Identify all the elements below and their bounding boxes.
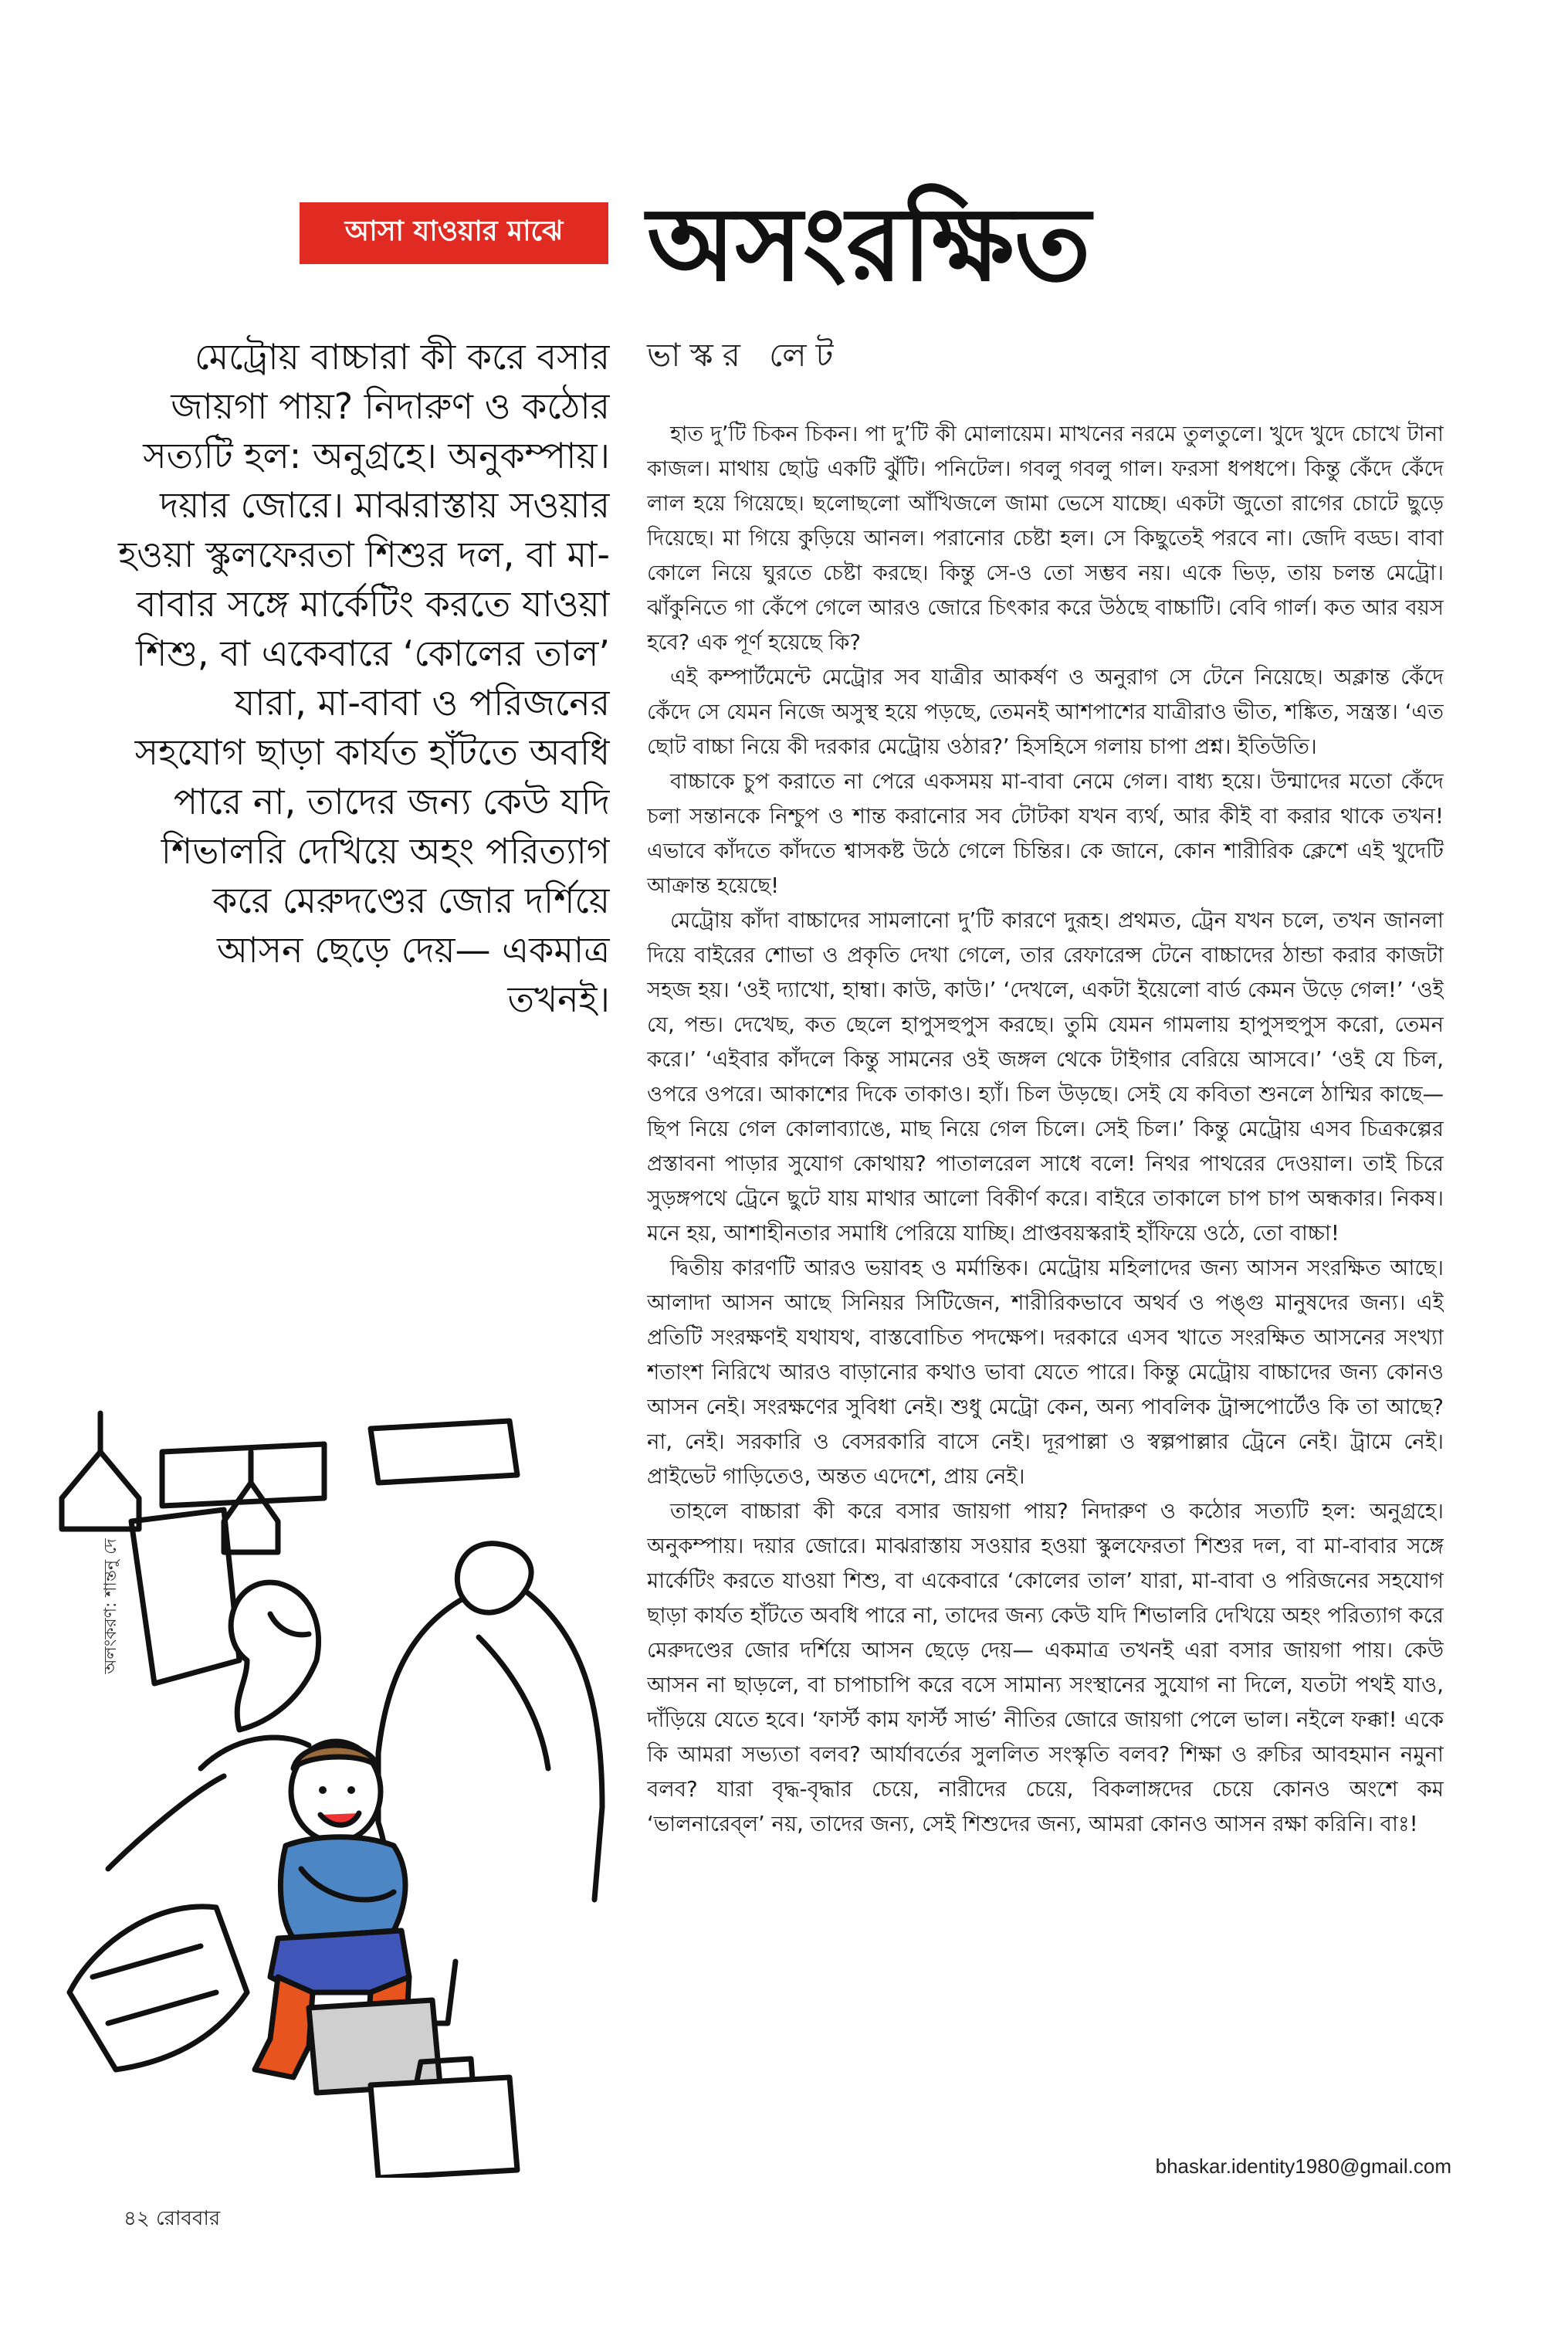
grab-handle-left [62, 1413, 139, 1529]
body-paragraph: মেট্রোয় কাঁদা বাচ্চাদের সামলানো দু’টি কারণে দুরূহ। প্রথমত, ট্রেন যখন চলে, তখন জানলা দিয়ে বাইরের শোভা ও প্রকৃতি দেখা গেলে, তার রেফারেন্স টেনে বাচ্চাদের ঠান্ডা করার কাজটা সহজ হয়। ‘ওই দ্যাখো, হাম্বা। কাউ, কাউ।’ ‘দেখলে, একটা ইয়েলো বার্ড কেমন উড়ে গেল!’ ‘ওই যে, পন্ড। দেখেছ, কত ছেলে হাপুসহুপুস করছে। তুমি যেমন গামলায় হাপুসহুপুস করো, তেমন করে।’ ‘এইবার কাঁদলে কিন্তু সামনের ওই জঙ্গল থেকে টাইগার বেরিয়ে আসবে।’ ‘ওই যে চিল, ওপরে ওপরে। আকাশের দিকে তাকাও। হ্যাঁ। চিল উড়ছে। সেই যে কবিতা শুনলে ঠাম্মির কাছে— ছিপ নিয়ে গেল কোলাব্যাঙে, মাছ নিয়ে গেল চিলে। সেই চিল।’ কিন্তু মেট্রোয় এসব চিত্রকল্পের প্রস্তাবনা পাড়ার সুযোগ কোথায়? পাতালরেল সাধে বলে! নিথর পাথরের দেওয়াল। তাই চিরে সুড়ঙ্গপথে ট্রেনে ছুটে যায় মাথার আলো বিকীর্ণ করে। বাইরে তাকালে চাপ চাপ অন্ধকার। নিকষ। মনে হয়, আশাহীনতার সমাধি পেরিয়ে যাচ্ছি। প্রাপ্তবয়স্করাই হাঁফিয়ে ওঠে, তো বাচ্চা! [647, 908, 1444, 1246]
illustration-credit: অলংকরণ: শান্তনু দে [101, 1538, 120, 1674]
bench [69, 1907, 247, 2070]
child-seat [309, 2000, 440, 2093]
body-paragraph: বাচ্চাকে চুপ করাতে না পেরে একসময় মা-বাবা নেমে গেল। বাধ্য হয়ে। উন্মাদের মতো কেঁদে চলা সন্তানকে নিশ্চুপ ও শান্ত করানোর সব টোটকা যখন ব্যর্থ, আর কীই বা করার থাকে তখন! এভাবে কাঁদতে কাঁদতে শ্বাসকষ্ট উঠে গেলে চিন্তির। কে জানে, কোন শারীরিক ক্লেশে এই খুদেটি আক্রান্ত হয়েছে! [647, 769, 1444, 898]
mother-figure [108, 1582, 319, 1869]
seat-back-top [371, 1421, 517, 1483]
article-title: অসংরক্ষিত [647, 185, 1091, 304]
father-figure [378, 1544, 602, 2023]
body-paragraph: হাত দু’টি চিকন চিকন। পা দু’টি কী মোলায়েম। মাখনের নরমে তুলতুলে। খুদে খুদে চোখে টানা কাজল। মাথায় ছোট্ট একটি ঝুঁটি। পনিটেল। গবলু গবলু গাল। ফরসা ধপধপে। কিন্তু কেঁদে কেঁদে লাল হয়ে গিয়েছে। ছলোছলো আঁখিজলে জামা ভেসে যাচ্ছে। একটা জুতো রাগের চোটে ছুড়ে দিয়েছে। মা গিয়ে কুড়িয়ে আনল। পরানোর চেষ্টা হল। সে কিছুতেই পরবে না। জেদি বড্ড। বাবা কোলে নিয়ে ঘুরতে চেষ্টা করছে। কিন্তু সে-ও তো সম্ভব নয়। একে ভিড়, তায় চলন্ত মেট্রো। ঝাঁকুনিতে গা কেঁপে গেলে আরও জোরে চিৎকার করে উঠছে বাচ্চাটি। বেবি গার্ল। কত আর বয়স হবে? এক পূর্ণ হয়েছে কি? [647, 422, 1444, 655]
section-tag: আসা যাওয়ার মাঝে [300, 202, 608, 264]
article-body [647, 417, 1444, 2139]
author-email: bhaskar.identity1980@gmail.com [1155, 2155, 1451, 2178]
body-paragraph: তাহলে বাচ্চারা কী করে বসার জায়গা পায়? নিদারুণ ও কঠোর সত্যটি হল: অনুগ্রহে। অনুকম্পায়। দয়ার জোরে। মাঝরাস্তায় সওয়ার হওয়া স্কুলফেরতা শিশুর দল, বা মা-বাবার সঙ্গে মার্কেটিং করতে যাওয়া শিশু, বা একেবারে ‘কোলের তাল’ যারা, মা-বাবা ও পরিজনের সহযোগ ছাড়া কার্যত হাঁটতে অবধি পারে না, তাদের জন্য কেউ যদি শিভালরি দেখিয়ে অহং পরিত্যাগ করে মেরুদণ্ডের জোর দর্শিয়ে আসন ছেড়ে দেয়— একমাত্র তখনই এরা বসার জায়গা পায়। কেউ আসন না ছাড়লে, বা চাপাচাপি করে বসে সামান্য সংস্থানের সুযোগ না দিলে, যতটা পথই যাও, দাঁড়িয়ে যেতে হবে। ‘ফার্স্ট কাম ফার্স্ট সার্ভ’ নীতির জোরে জায়গা পেলে ভাল। নইলে ফক্কা! একে কি আমরা সভ্যতা বলব? আর্যাবর্তের সুললিত সংস্কৃতি বলব? শিক্ষা ও রুচির আবহমান নমুনা বলব? যারা বৃদ্ধ-বৃদ্ধার চেয়ে, নারীদের চেয়ে, বিকলাঙ্গদের চেয়ে কোনও অংশে কম ‘ভালনারেব্‌ল’ নয়, তাদের জন্য, সেই শিশুদের জন্য, আমরা কোনও আসন রক্ষা করিনি। বাঃ! [647, 1499, 1444, 1836]
page-folio: ৪২ রোববার [124, 2207, 221, 2230]
byline: ভাস্কর লেট [647, 336, 843, 374]
metro-illustration [46, 1405, 633, 2178]
pull-quote: মেট্রোয় বাচ্চারা কী করে বসার জায়গা পায়? নিদারুণ ও কঠোর সত্যটি হল: অনুগ্রহে। অনুকম্পায়। দয়ার জোরে। মাঝরাস্তায় সওয়ার হওয়া স্কুলফেরতা শিশুর দল, বা মা-বাবার সঙ্গে মার্কেটিং করতে যাওয়া শিশু, বা একেবারে ‘কোলের তাল’ যারা, মা-বাবা ও পরিজনের সহযোগ ছাড়া কার্যত হাঁটতে অবধি পারে না, তাদের জন্য কেউ যদি শিভালরি দেখিয়ে অহং পরিত্যাগ করে মেরুদণ্ডের জোর দর্শিয়ে আসন ছেড়ে দেয়— একমাত্র তখনই। [117, 336, 610, 1020]
body-paragraph: দ্বিতীয় কারণটি আরও ভয়াবহ ও মর্মান্তিক। মেট্রোয় মহিলাদের জন্য আসন সংরক্ষিত আছে। আলাদা আসন আছে সিনিয়র সিটিজেন, শারীরিকভাবে অথর্ব ও পঙ্গু মানুষদের জন্য। এই প্রতিটি সংরক্ষণই যথাযথ, বাস্তবোচিত পদক্ষেপ। দরকারে এসব খাতে সংরক্ষিত আসনের সংখ্যা শতাংশ নিরিখে আরও বাড়ানোর কথাও ভাবা যেতে পারে। কিন্তু মেট্রোয় বাচ্চাদের জন্য কোনও আসন নেই। সংরক্ষণের সুবিধা নেই। শুধু মেট্রো কেন, অন্য পাবলিক ট্রান্সপোর্টেও কি তা আছে? না, নেই। সরকারি ও বেসরকারি বাসে নেই। দূরপাল্লা ও স্বল্পপাল্লার ট্রেনে নেই। ট্রামে নেই। প্রাইভেট গাড়িতেও, অন্তত এদেশে, প্রায় নেই। [647, 1256, 1444, 1489]
body-paragraph: এই কম্পার্টমেন্টে মেট্রোর সব যাত্রীর আকর্ষণ ও অনুরাগ সে টেনে নিয়েছে। অক্লান্ত কেঁদে কেঁদে সে যেমন নিজে অসুস্থ হয়ে পড়ছে, তেমনই আশপাশের যাত্রীরাও ভীত, শঙ্কিত, সন্ত্রস্ত। ‘এত ছোট বাচ্চা নিয়ে কী দরকার মেট্রোয় ওঠার?’ হিসহিসে গলায় চাপা প্রশ্ন। ইতিউতি। [647, 665, 1444, 759]
